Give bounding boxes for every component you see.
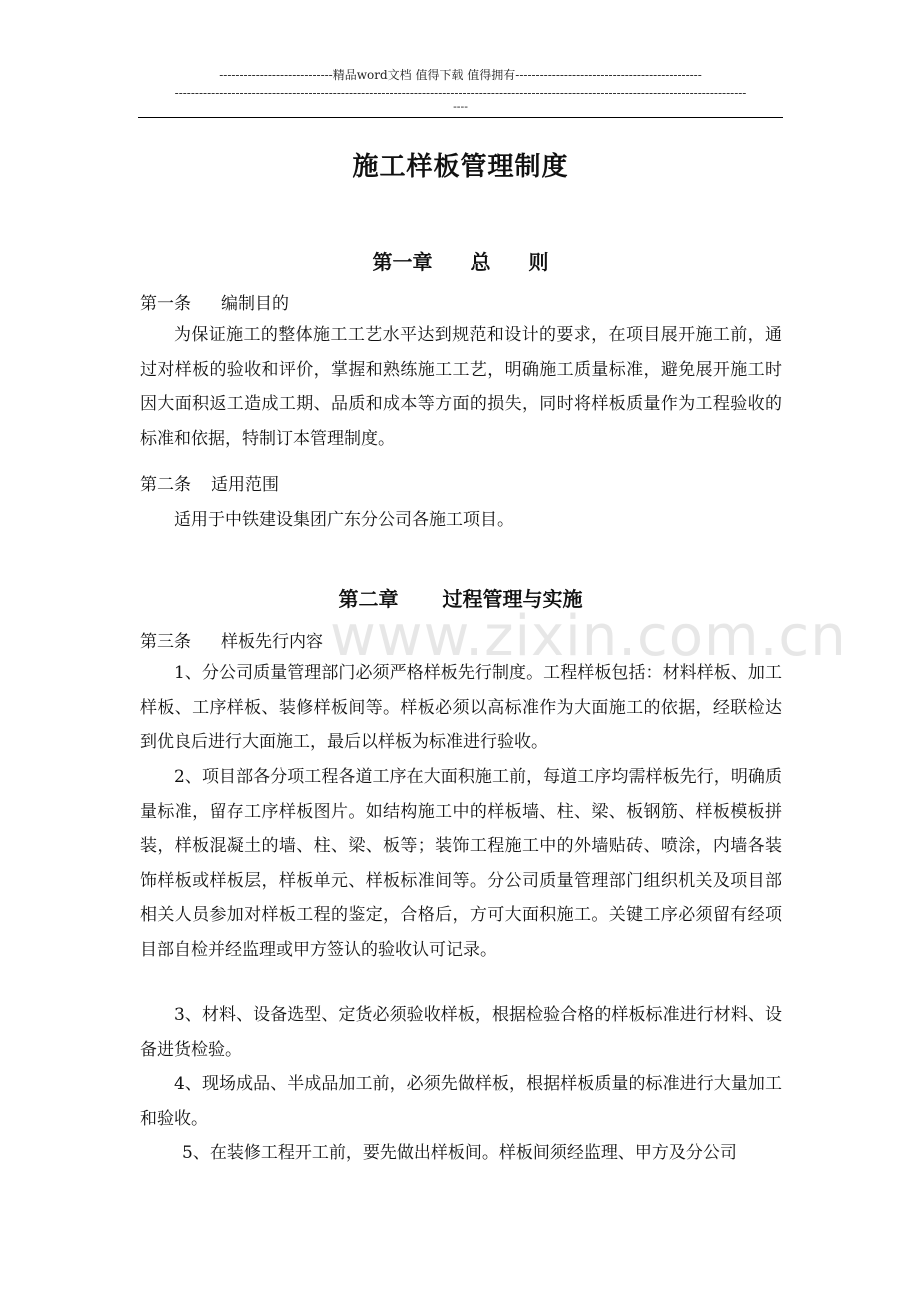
article-2-number: 第二条 — [140, 475, 191, 495]
chapter-2-number: 第二章 — [338, 587, 399, 611]
article-3-item-4: 4、现场成品、半成品加工前，必须先做样板，根据样板质量的标准进行大量加工和验收。 — [140, 1074, 782, 1129]
header-dash-tail: ---- — [453, 100, 468, 113]
article-2-text: 适用于中铁建设集团广东分公司各施工项目。 — [174, 510, 514, 530]
header-rule — [138, 117, 783, 118]
article-2-heading — [140, 470, 279, 495]
chapter-1-number: 第一章 — [372, 250, 433, 274]
article-3-item-1: 1、分公司质量管理部门必须严格样板先行制度。工程样板包括：材料样板、加工样板、工序样板、装修样板间等。样板必须以高标准作为大面施工的依据，经联检达到优良后进行大面施工，最后以样板为标准进行验收。 — [140, 663, 782, 752]
article-3-item-3: 3、材料、设备选型、定货必须验收样板，根据检验合格的样板标准进行材料、设备进货检验。 — [140, 1005, 782, 1060]
article-3-item-2: 2、项目部各分项工程各道工序在大面积施工前，每道工序均需样板先行，明确质量标准，留存工序样板图片。如结构施工中的样板墙、柱、梁、板钢筋、样板模板拼装，样板混凝土的墙、柱、梁、板等；装饰工程施工中的外墙贴砖、喷涂，内墙各装饰样板或样板层，样板单元、样板标准间等。分公司质量管理部门组织机关及项目部相关人员参加对样板工程的鉴定，合格后，方可大面积施工。关键工序必须留有经项目部自检并经监理或甲方签认的验收认可记录。 — [140, 767, 782, 960]
chapter-1-heading — [138, 246, 783, 275]
document-title: 施工样板管理制度 — [352, 152, 569, 182]
article-1-name: 编制目的 — [221, 294, 289, 314]
chapter-2-name: 过程管理与实施 — [442, 587, 583, 611]
article-1-text: 为保证施工的整体施工工艺水平达到规范和设计的要求，在项目展开施工前，通过对样板的验收和评价，掌握和熟练施工工艺，明确施工质量标准，避免展开施工时因大面积返工造成工期、品质和成本等方面的损失，同时将样板质量作为工程验收的标准和依据，特制订本管理制度。 — [140, 325, 782, 449]
article-2-name: 适用范围 — [211, 475, 279, 495]
article-3-item-5: 5、在装修工程开工前，要先做出样板间。样板间须经监理、甲方及分公司 — [182, 1143, 737, 1163]
article-1-number: 第一条 — [140, 294, 191, 314]
article-3-heading — [140, 627, 323, 652]
article-3-number: 第三条 — [140, 632, 191, 652]
chapter-1-word-2: 则 — [528, 250, 549, 274]
article-1-heading — [140, 289, 289, 314]
header-banner: ----------------------------精品word文档 值得下载 值得拥有---------------------------------------------- — [219, 68, 702, 82]
chapter-1-word-1: 总 — [470, 250, 491, 274]
article-3-name: 样板先行内容 — [221, 632, 323, 652]
header-dash-line: --------------------------------------------------------------------------------------------------------------------------------------------- — [174, 86, 747, 100]
watermark: www.zixin.com.cn — [330, 604, 847, 669]
chapter-2-heading — [138, 583, 783, 612]
